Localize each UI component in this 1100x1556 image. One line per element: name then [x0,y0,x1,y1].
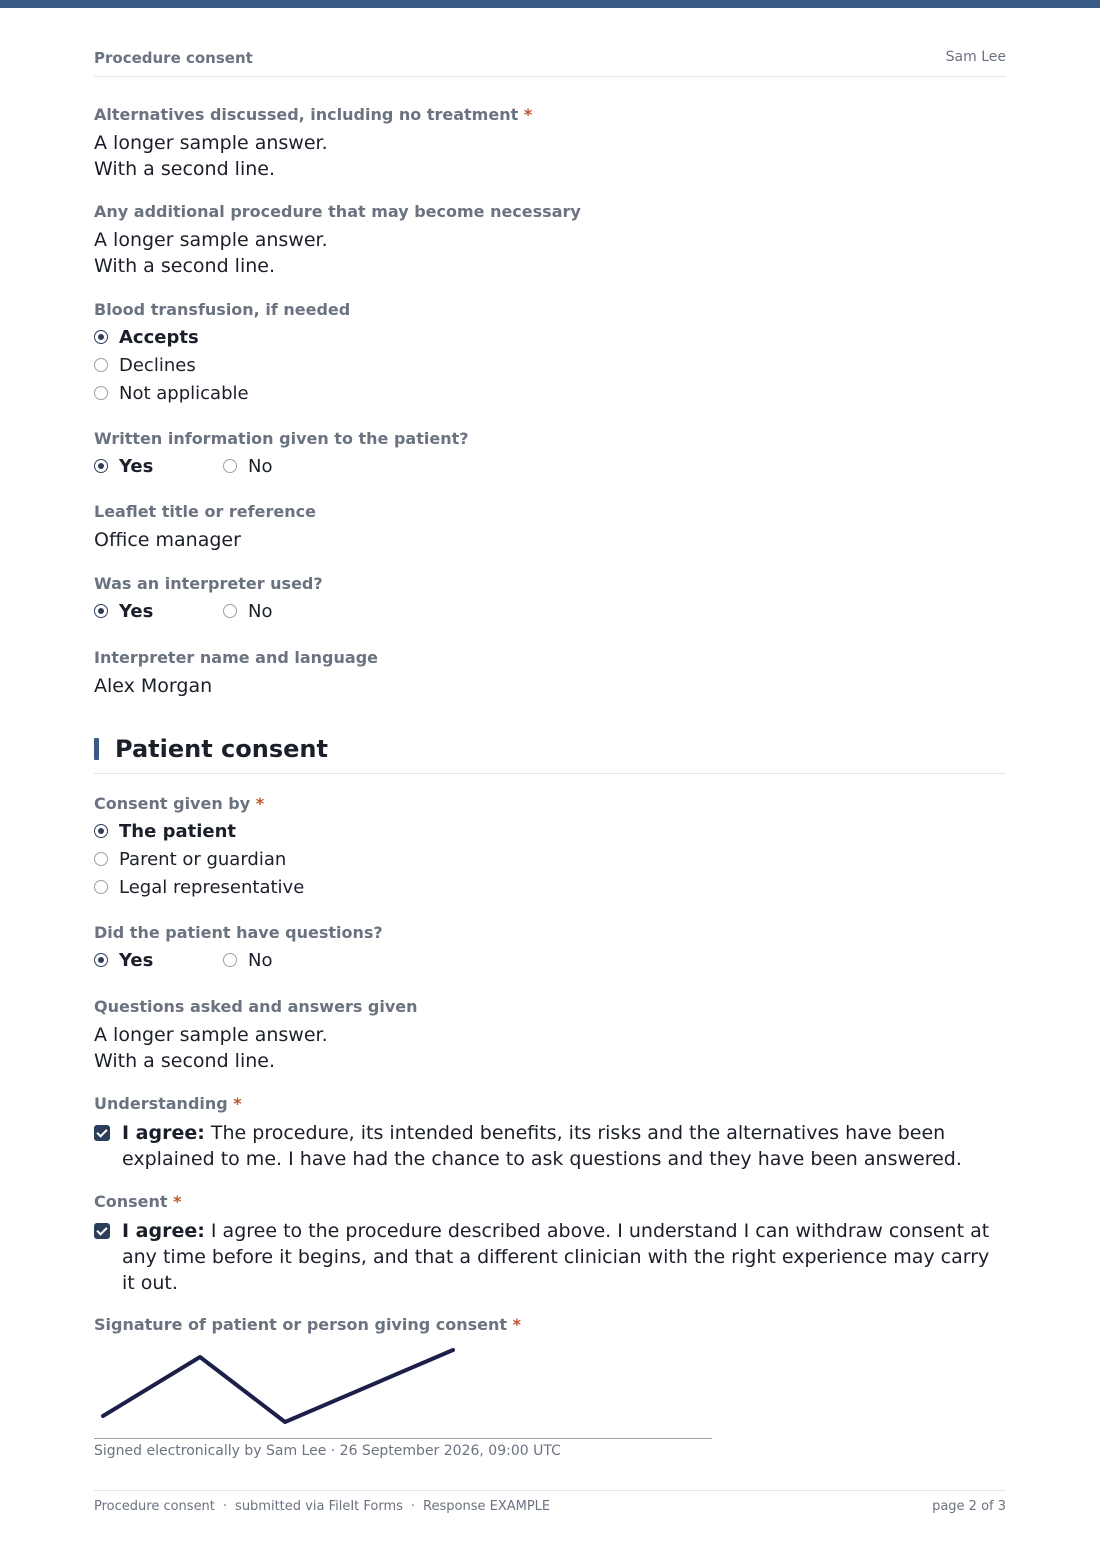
field-label: Written information given to the patient? [94,429,469,448]
field-label: Signature of patient or person giving consent * [94,1315,521,1334]
radio-group [94,946,1006,974]
answer-line: A longer sample answer. [94,229,328,251]
field-answer [94,1022,1006,1074]
answer-line: With a second line. [94,255,275,277]
field-answer: Office manager [94,529,241,551]
section-title: Patient consent [115,735,328,763]
radio-option-declines[interactable] [94,351,1006,379]
checkbox-row [94,1218,1006,1296]
radio-option-legal-representative[interactable] [94,873,1006,901]
signature-area [94,1342,712,1439]
option-label: Not applicable [119,382,249,404]
answer-line: A longer sample answer. [94,132,328,154]
field-written-information [94,429,1006,480]
field-consent-given-by [94,794,1006,901]
field-alternatives [94,105,1006,182]
radio-group [94,323,1006,407]
checkbox-checked-icon[interactable] [94,1125,110,1141]
field-label: Interpreter name and language [94,648,378,667]
field-label: Any additional procedure that may become necessary [94,202,581,221]
required-marker: * [255,794,265,813]
radio-selected-icon [94,953,108,967]
option-label: No [248,949,273,971]
page-number: page 2 of 3 [932,1499,1006,1514]
radio-empty-icon [94,852,108,866]
agree-label: I agree: [122,1122,205,1144]
agree-statement: I agree to the procedure described above. I understand I can withdraw consent at any time before it begins, and that a different clinician with the right experience may carry it out. [122,1220,990,1294]
radio-empty-icon [94,386,108,400]
field-understanding [94,1094,1006,1172]
answer-line: With a second line. [94,1050,275,1072]
page-header [94,48,1006,77]
radio-group [94,597,1006,625]
radio-empty-icon [223,953,237,967]
option-label: Declines [119,354,196,376]
footer-separator: · [410,1499,416,1514]
footer-form-name: Procedure consent [94,1499,215,1514]
user-name: Sam Lee [945,49,1006,65]
footer-separator: · [222,1499,228,1514]
radio-selected-icon [94,824,108,838]
field-label: Was an interpreter used? [94,574,323,593]
field-signature [94,1315,1006,1335]
radio-option-no[interactable] [223,452,352,480]
answer-line: A longer sample answer. [94,1024,328,1046]
checkbox-checked-icon[interactable] [94,1223,110,1239]
footer-submitted-via: submitted via FileIt Forms [235,1499,403,1514]
field-consent [94,1192,1006,1296]
radio-selected-icon [94,330,108,344]
radio-option-no[interactable] [223,946,352,974]
radio-group [94,817,1006,901]
field-blood-transfusion [94,300,1006,407]
section-accent-bar [94,738,99,760]
field-label: Alternatives discussed, including no treatment * [94,105,533,124]
agree-statement: The procedure, its intended benefits, its risks and the alternatives have been explained to me. I have had the chance to ask questions and they have been answered. [122,1122,962,1170]
field-interpreter-used [94,574,1006,625]
option-label: No [248,455,273,477]
signature-caption: Signed electronically by Sam Lee · 26 September 2026, 09:00 UTC [94,1443,561,1459]
document-title: Procedure consent [94,49,253,67]
radio-selected-icon [94,604,108,618]
page-footer [94,1490,1006,1521]
radio-empty-icon [223,459,237,473]
field-patient-questions [94,923,1006,974]
agree-label: I agree: [122,1220,205,1242]
field-label: Consent * [94,1192,182,1211]
option-label: Accepts [119,326,199,348]
radio-option-yes[interactable] [94,946,223,974]
footer-response-id: Response EXAMPLE [423,1499,551,1514]
field-label: Blood transfusion, if needed [94,300,351,319]
option-label: Parent or guardian [119,848,287,870]
signature-drawing [94,1342,712,1438]
checkbox-text [122,1218,1006,1296]
required-marker: * [233,1094,242,1113]
field-leaflet-reference [94,502,1006,553]
required-marker: * [173,1192,182,1211]
radio-option-yes[interactable] [94,597,223,625]
radio-group [94,452,1006,480]
radio-option-the-patient[interactable] [94,817,1006,845]
field-label: Questions asked and answers given [94,997,418,1016]
field-answer: Alex Morgan [94,675,213,697]
option-label: Yes [119,600,154,622]
footer-info [94,1499,550,1514]
field-additional-procedure [94,202,1006,279]
option-label: Yes [119,949,154,971]
radio-empty-icon [94,358,108,372]
field-answer [94,227,1006,279]
checkbox-text [122,1120,1006,1172]
option-label: The patient [119,820,236,842]
section-heading [94,734,1006,774]
radio-option-no[interactable] [223,597,352,625]
required-marker: * [512,1315,521,1334]
radio-empty-icon [94,880,108,894]
field-interpreter-name [94,648,1006,699]
radio-option-yes[interactable] [94,452,223,480]
field-questions-and-answers [94,997,1006,1074]
radio-selected-icon [94,459,108,473]
field-label: Understanding * [94,1094,242,1113]
required-marker: * [523,105,533,124]
answer-line: With a second line. [94,158,275,180]
option-label: Yes [119,455,154,477]
field-label: Consent given by * [94,794,265,813]
field-label: Did the patient have questions? [94,923,383,942]
radio-option-accepts[interactable] [94,323,1006,351]
radio-empty-icon [223,604,237,618]
field-answer [94,130,1006,182]
field-label: Leaflet title or reference [94,502,316,521]
radio-option-not-applicable[interactable] [94,379,1006,407]
top-accent-bar [0,0,1100,8]
option-label: No [248,600,273,622]
checkbox-row [94,1120,1006,1172]
option-label: Legal representative [119,876,305,898]
radio-option-parent-or-guardian[interactable] [94,845,1006,873]
